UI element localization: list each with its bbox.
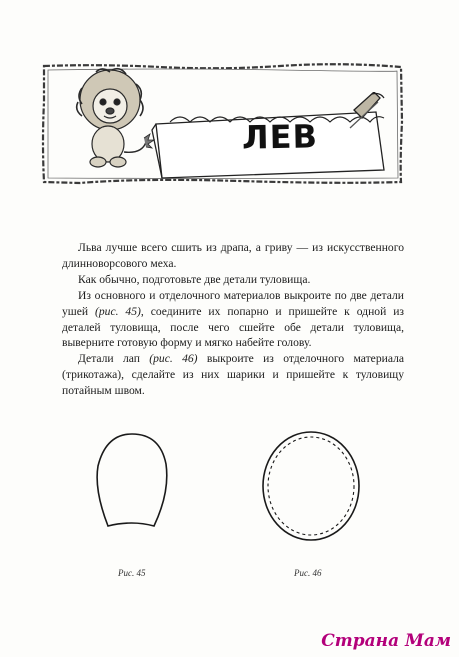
paragraph-3 <box>62 288 404 352</box>
paragraph-3-text-a: Из основного и отделочного материалов выкроите по две детали ушей <box>62 288 404 318</box>
paragraph-3-text-b: , соедините их попарно и пришейте к одной из деталей туловища, после чего сшейте обе детали туловища, выверните готовую форму и мягко набейте голову. <box>62 304 404 350</box>
paragraph-4 <box>62 351 404 399</box>
paragraph-4-text-b: выкроите из отделочного материала (трикотажа), сделайте из них шарики и пришейте к туловищу потайным швом. <box>62 352 404 398</box>
ear-pattern-icon <box>88 430 174 536</box>
figure-45-reference: (рис. 45) <box>95 304 141 318</box>
figure-46-caption: Рис. 46 <box>294 568 322 578</box>
page-title: ЛЕВ <box>241 117 319 157</box>
article-body <box>62 240 404 399</box>
figure-46-reference: (рис. 46) <box>149 352 198 366</box>
paw-pattern-icon <box>258 428 364 544</box>
paragraph-1: Льва лучше всего сшить из драпа, а гриву — из искусственного длинноворсового меха. <box>62 241 404 270</box>
figure-45-caption: Рис. 45 <box>118 568 146 578</box>
lion-illustration-icon <box>66 66 162 172</box>
paragraph-2: Как обычно, подготовьте две детали туловища. <box>78 272 311 286</box>
site-watermark: Страна Мам <box>321 631 451 651</box>
paragraph-4-text-a: Детали лап <box>78 352 150 366</box>
